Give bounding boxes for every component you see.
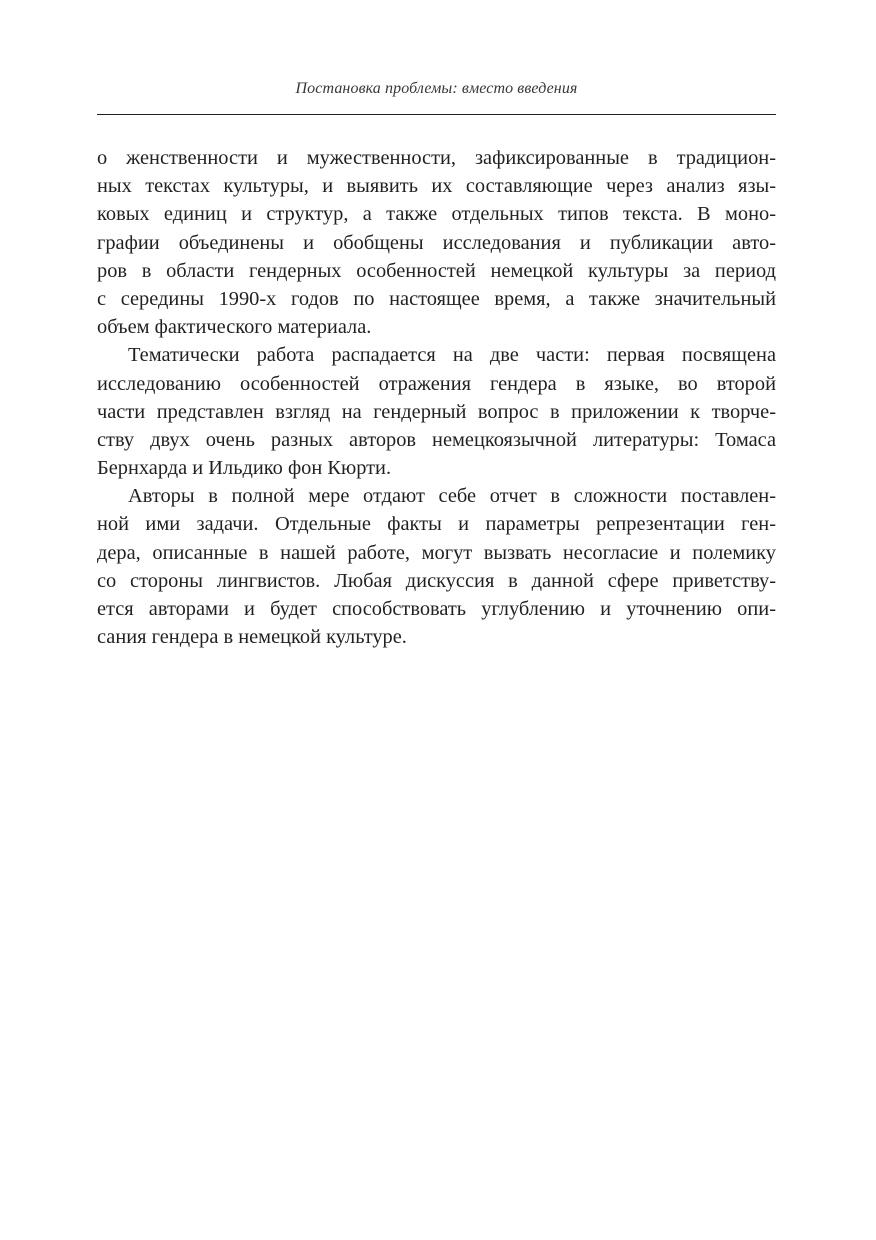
running-header: Постановка проблемы: вместо введения	[295, 80, 578, 97]
paragraph-3	[97, 482, 776, 651]
text-line: ковых единиц и структур, а также отдельных типов текста. В моно-	[97, 203, 776, 226]
header-rule	[97, 114, 776, 115]
text-line: ству двух очень разных авторов немецкоязычной литературы: Томаса	[97, 428, 776, 451]
text-line: с середины 1990-х годов по настоящее время, а также значительный	[97, 287, 776, 310]
text-line: сания гендера в немецкой культуре.	[97, 626, 407, 649]
text-line: со стороны лингвистов. Любая дискуссия в данной сфере приветству-	[97, 569, 776, 592]
text-line: части представлен взгляд на гендерный вопрос в приложении к творче-	[97, 400, 776, 423]
text-line: ных текстах культуры, и выявить их составляющие через анализ язы-	[97, 175, 776, 198]
text-line: Тематически работа распадается на две части: первая посвящена	[128, 344, 776, 367]
text-line: графии объединены и обобщены исследования и публикации авто-	[97, 231, 776, 254]
text-line: ется авторами и будет способствовать углублению и уточнению опи-	[97, 598, 776, 620]
text-line: Авторы в полной мере отдают себе отчет в сложности поставлен-	[128, 485, 776, 508]
paragraph-1	[97, 144, 776, 341]
text-line: дера, описанные в нашей работе, могут вызвать несогласие и полемику	[97, 541, 776, 564]
text-line: о женственности и мужественности, зафиксированные в традицион-	[97, 147, 776, 169]
body-text	[97, 144, 776, 651]
text-line: Бернхарда и Ильдико фон Кюрти.	[97, 457, 392, 480]
text-line: исследованию особенностей отражения гендера в языке, во второй	[97, 372, 776, 395]
text-line: объем фактического материала.	[97, 316, 372, 339]
text-line: ров в области гендерных особенностей немецкой культуры за период	[97, 259, 776, 282]
paragraph-2	[97, 341, 776, 482]
text-line: ной ими задачи. Отдельные факты и параметры репрезентации ген-	[97, 513, 776, 536]
